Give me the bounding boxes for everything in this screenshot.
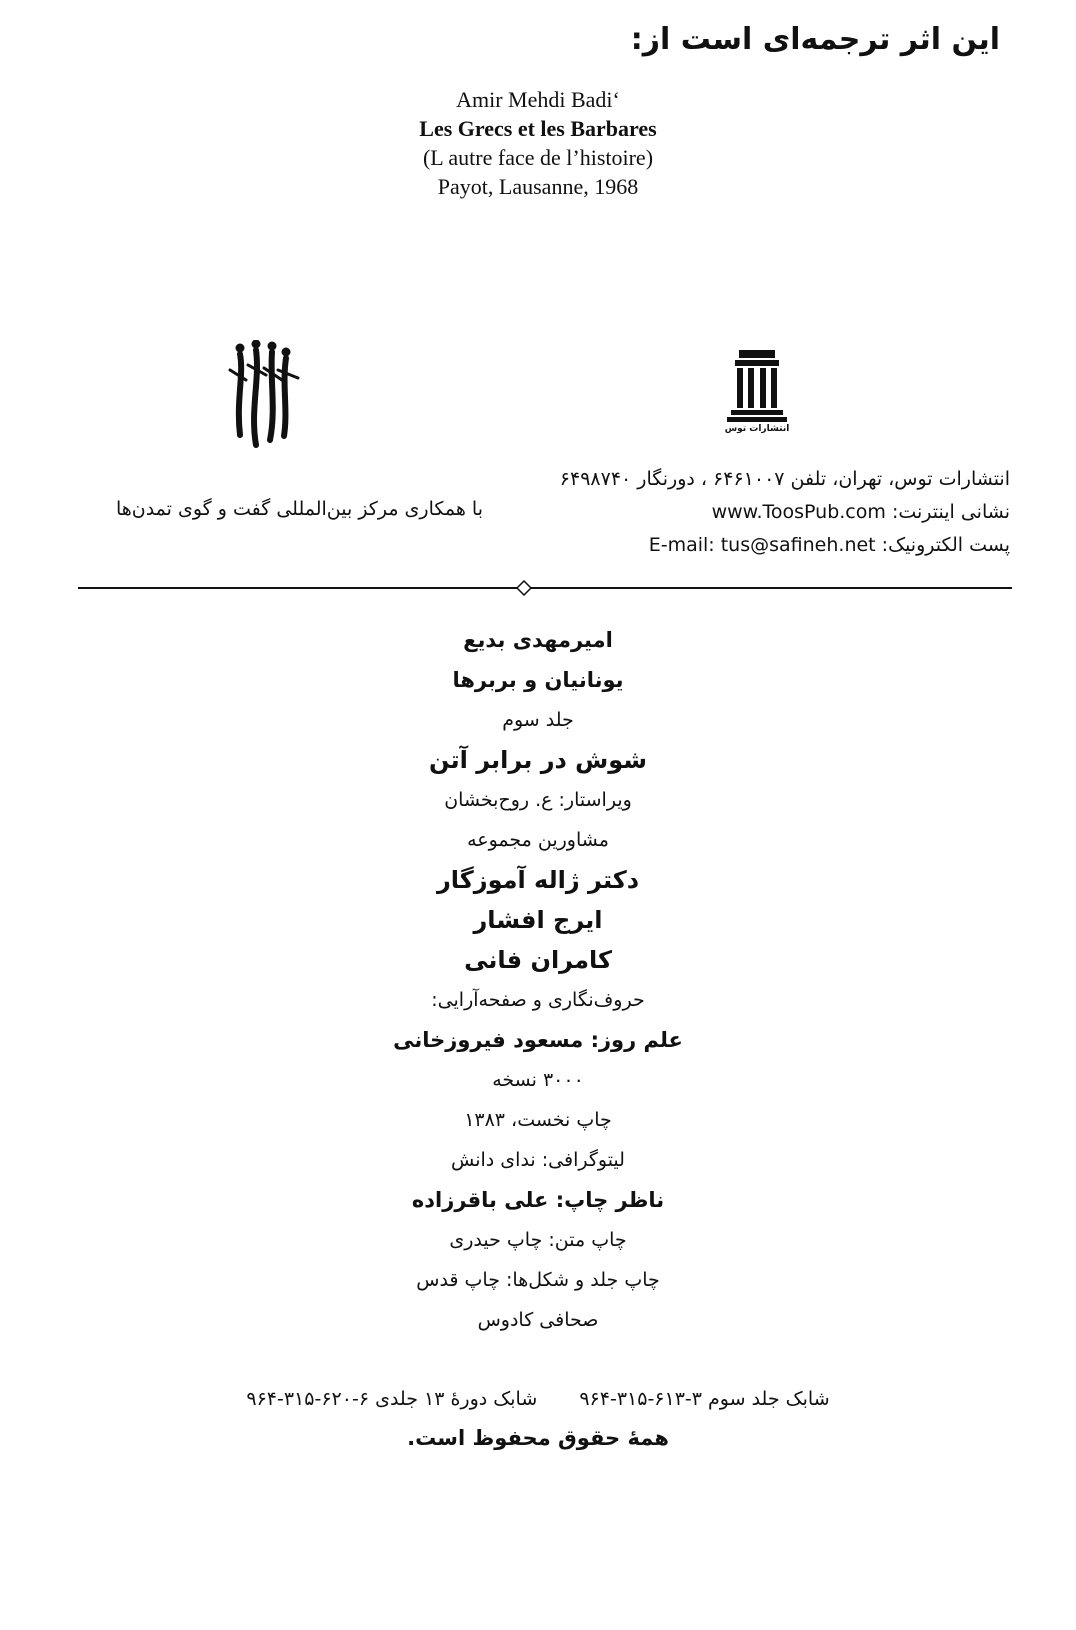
publisher-email-line [520, 529, 1010, 562]
logo-caption: انتشارات توس [724, 424, 790, 434]
dialogue-figures-logo [226, 340, 306, 450]
volume-author: امیرمهدی بدیع [463, 628, 613, 652]
publisher-address: انتشارات توس، تهران، تلفن ۶۴۶۱۰۰۷ ، دورنگار ۶۴۹۸۷۴۰ [559, 468, 1010, 490]
copies: ۳۰۰۰ نسخه [492, 1069, 584, 1091]
typesetting: علم روز: مسعود فیروزخانی [393, 1028, 683, 1052]
typesetting-label: حروف‌نگاری و صفحه‌آرایی: [431, 989, 645, 1011]
isbn-set: شابک دورهٔ ۱۳ جلدی ۶-۶۲۰-۳۱۵-۹۶۴ [246, 1388, 538, 1410]
publisher-web-line [520, 496, 1010, 529]
publisher-email: E-mail: tus@safineh.net [648, 534, 876, 556]
advisor-1: دکتر ژاله آموزگار [436, 866, 640, 894]
original-work-block [0, 85, 1076, 201]
advisor-3: کامران فانی [464, 946, 612, 974]
publisher-email-label: پست الکترونیک: [881, 534, 1010, 556]
publisher-web-label: نشانی اینترنت: [891, 501, 1010, 523]
original-author: Amir Mehdi Badi‘ [456, 87, 620, 112]
rights-notice: همهٔ حقوق محفوظ است. [407, 1426, 669, 1450]
text-printing: چاپ متن: چاپ حیدری [449, 1229, 627, 1251]
translation-note: این اثر ترجمه‌ای است از: [630, 22, 1000, 57]
print-supervisor: ناظر چاپ: علی باقرزاده [411, 1188, 665, 1212]
original-title: Les Grecs et les Barbares [419, 116, 657, 141]
section-divider [78, 580, 1012, 596]
binding: صحافی کادوس [477, 1309, 599, 1331]
credits-block [0, 620, 1076, 1340]
original-imprint: Payot, Lausanne, 1968 [437, 174, 639, 199]
editor: ویراستار: ع. روح‌بخشان [444, 789, 632, 811]
volume-title: شوش در برابر آتن [429, 746, 647, 774]
isbn-row [0, 1388, 1076, 1410]
publisher-web: www.ToosPub.com [711, 501, 886, 523]
edition: چاپ نخست، ۱۳۸۳ [464, 1109, 612, 1131]
advisors-label: مشاورین مجموعه [467, 829, 609, 851]
volume-number: جلد سوم [502, 709, 574, 731]
cover-printing: چاپ جلد و شکل‌ها: چاپ قدس [416, 1269, 660, 1291]
isbn-volume: شابک جلد سوم ۳-۶۱۳-۳۱۵-۹۶۴ [579, 1388, 830, 1410]
advisor-2: ایرج افشار [473, 906, 603, 934]
lithography: لیتوگرافی: ندای دانش [451, 1149, 625, 1171]
original-subtitle: (L autre face de l’histoire) [422, 145, 654, 170]
publisher-info [520, 463, 1010, 562]
collaboration-note: با همکاری مرکز بین‌المللی گفت و گوی تمدن‌ها [115, 498, 483, 520]
series-title: یونانیان و بربرها [452, 668, 624, 692]
